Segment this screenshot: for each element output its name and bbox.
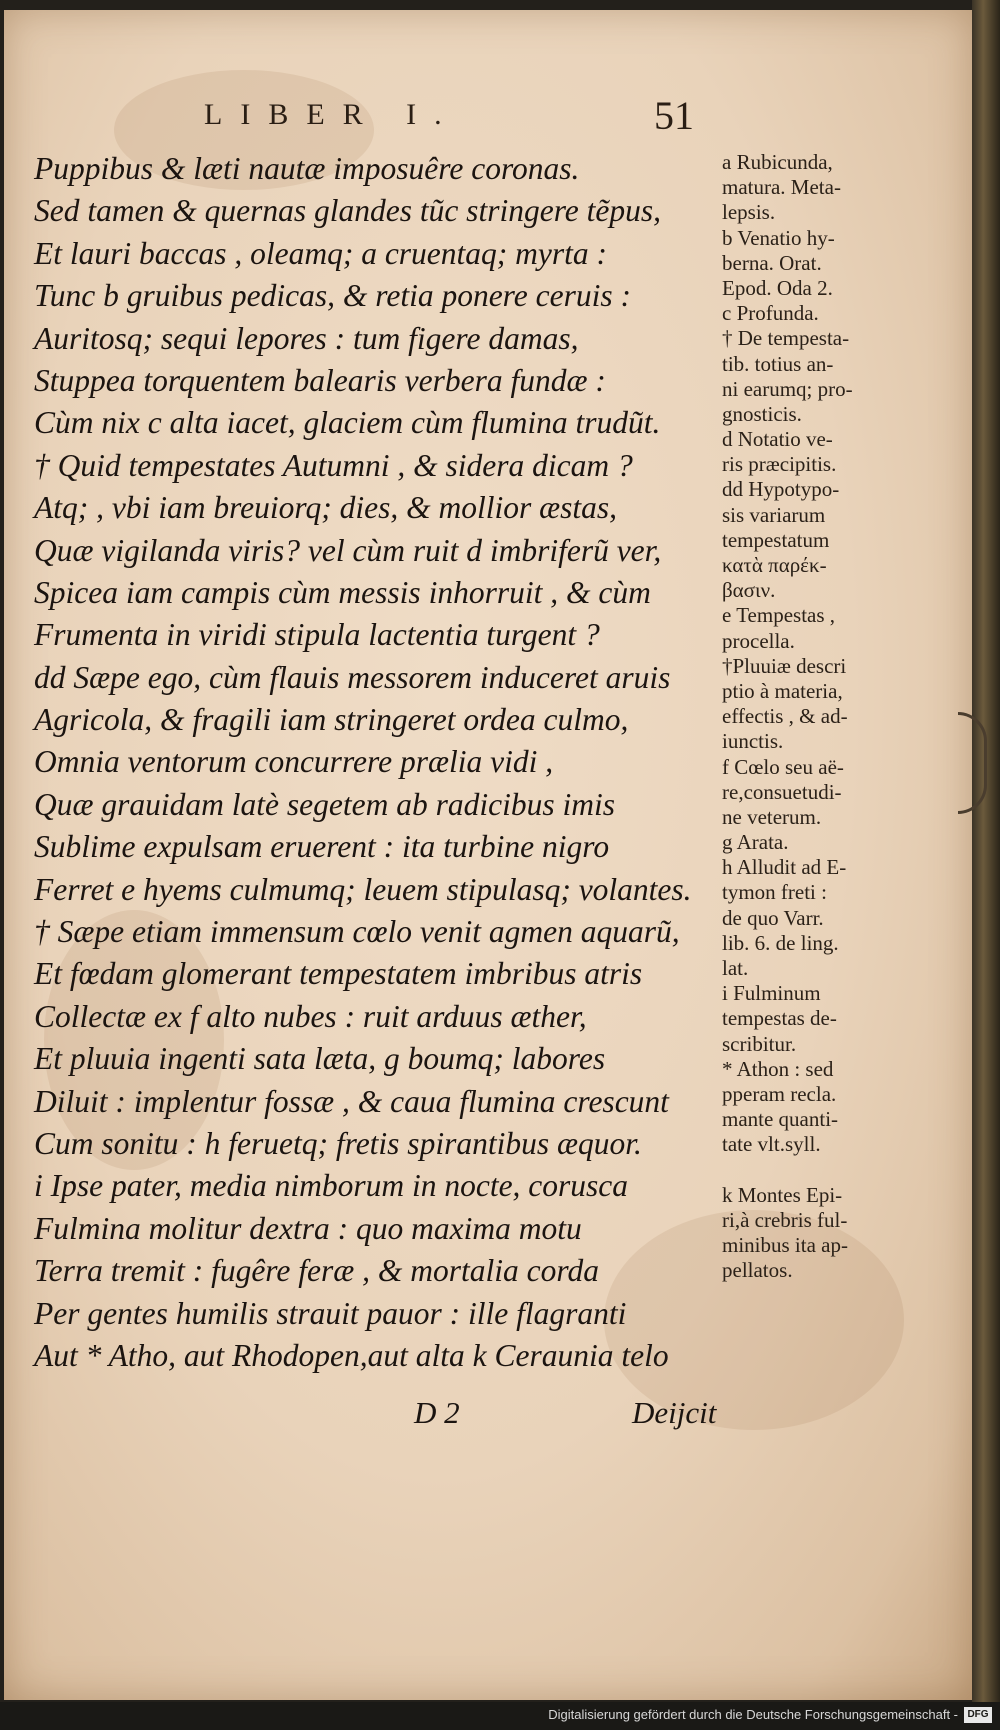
margin-note-line: tempestatum [722, 527, 830, 552]
margin-note-line: b Venatio hy- [722, 225, 835, 250]
margin-note-line: i Fulminum [722, 981, 821, 1006]
margin-note-line: tymon freti : [722, 880, 827, 905]
margin-note-line: k Montes Epi- [722, 1182, 843, 1207]
verse-line: Spicea iam campis cùm messis inhorruit , & cùm [34, 574, 651, 610]
verse-line: † Quid tempestates Autumni , & sidera dicam ? [34, 447, 633, 483]
verse-line: Atq; , vbi iam breuiorq; dies, & mollior æstas, [34, 490, 618, 526]
verse-line: Fulmina molitur dextra : quo maxima motu [34, 1210, 582, 1246]
margin-note-line: gnosticis. [722, 401, 802, 426]
page-number: 51 [654, 93, 694, 138]
verse-line: Cùm nix c alta iacet, glaciem cùm flumina trudũt. [34, 405, 661, 441]
margin-note-line: ni earumq; pro- [722, 376, 853, 401]
margin-note-line: dd Hypotypo- [722, 477, 840, 502]
margin-note-line: lat. [722, 956, 749, 980]
verse-line: Aut * Atho, aut Rhodopen,aut alta k Ceraunia telo [34, 1337, 669, 1373]
margin-note-line: effectis , & ad- [722, 704, 848, 729]
verse-line: Quæ grauidam latè segetem ab radicibus imis [34, 786, 615, 822]
verse-line: Frumenta in viridi stipula lactentia turgent ? [34, 617, 600, 653]
verse-line: Cum sonitu : h feruetq; fretis spirantibus æquor. [34, 1125, 642, 1161]
margin-note-line: pellatos. [722, 1258, 793, 1283]
margin-note-line: κατὰ παρέκ- [722, 553, 827, 577]
margin-note-line: f Cœlo seu aë- [722, 754, 844, 779]
verse-line: Auritosq; sequi lepores : tum figere damas, [34, 320, 579, 356]
margin-note-line: Epod. Oda 2. [722, 275, 833, 300]
margin-note-line: a Rubicunda, [722, 150, 833, 174]
verse-line: Agricola, & fragili iam stringeret ordea culmo, [34, 702, 629, 738]
margin-note-line: mante quanti- [722, 1107, 839, 1132]
running-head: LIBER I. [204, 98, 460, 131]
margin-note-line: procella. [722, 628, 795, 653]
signature-mark: D 2 [414, 1395, 460, 1430]
book-edge [972, 0, 1000, 1730]
margin-note-line: h Alludit ad E- [722, 855, 847, 880]
margin-note-line: g Arata. [722, 830, 789, 855]
margin-note-line: c Profunda. [722, 301, 819, 326]
verse-line: Et fœdam glomerant tempestatem imbribus atris [34, 956, 643, 992]
margin-note-line: pperam recla. [722, 1081, 837, 1106]
credit-text: Digitalisierung gefördert durch die Deutsche Forschungsgemeinschaft - [548, 1707, 958, 1722]
margin-notes [722, 150, 922, 1283]
verse-line: Collectæ ex f alto nubes : ruit arduus æther, [34, 998, 587, 1034]
margin-note-line: lib. 6. de ling. [722, 930, 839, 955]
page-header [204, 93, 724, 138]
verse-line: Puppibus & læti nautæ imposuêre coronas. [34, 151, 580, 186]
verse-line: Diluit : implentur fossæ , & caua flumina crescunt [34, 1083, 669, 1119]
verse-line: Quæ vigilanda viris? vel cùm ruit d imbriferũ ver, [34, 532, 662, 568]
dfg-logo: DFG [964, 1707, 992, 1723]
margin-note-line: iunctis. [722, 729, 784, 754]
verse-line: Sed tamen & quernas glandes tũc stringere tẽpus, [34, 193, 662, 229]
verse-line: i Ipse pater, media nimborum in nocte, corusca [34, 1168, 629, 1204]
margin-note-line: re,consuetudi- [722, 779, 842, 804]
margin-note-line: †Pluuiæ descri [722, 653, 847, 678]
verse-line: Terra tremit : fugêre feræ , & mortalia corda [34, 1253, 599, 1289]
margin-note-line: tempestas de- [722, 1006, 837, 1031]
margin-note-line: scribitur. [722, 1031, 797, 1056]
margin-note-line: minibus ita ap- [722, 1233, 848, 1258]
margin-note-line [722, 1158, 922, 1183]
catchword: Deijcit [632, 1395, 717, 1430]
margin-note-line: e Tempestas , [722, 603, 836, 628]
verse-line: Sublime expulsam eruerent : ita turbine nigro [34, 829, 610, 865]
margin-note-line: tate vlt.syll. [722, 1132, 821, 1157]
margin-note-line: tib. totius an- [722, 351, 834, 376]
margin-note-line: ptio à materia, [722, 678, 843, 703]
margin-note-line: matura. Meta- [722, 175, 841, 200]
verse-line: † Sæpe etiam immensum cœlo venit agmen aquarũ, [34, 914, 680, 950]
verse-line: Tunc b gruibus pedicas, & retia ponere ceruis : [34, 278, 631, 314]
margin-note-line: d Notatio ve- [722, 427, 833, 452]
margin-note-line: ne veterum. [722, 804, 822, 829]
page-clip [958, 712, 987, 814]
margin-note-line: † De tempesta- [722, 326, 850, 351]
margin-note-line: ris præcipitis. [722, 452, 837, 477]
margin-note-line: ri,à crebris ful- [722, 1207, 848, 1232]
margin-note-line: berna. Orat. [722, 250, 822, 275]
margin-note-line: * Athon : sed [722, 1056, 834, 1081]
verse-column [34, 148, 724, 1377]
verse-line: Omnia ventorum concurrere prælia vidi , [34, 744, 554, 780]
credit-bar [0, 1702, 1000, 1730]
margin-note-line: de quo Varr. [722, 905, 824, 930]
verse-line: Stuppea torquentem balearis verbera fundæ : [34, 362, 606, 398]
verse-line: Et lauri baccas , oleamq; a cruentaq; myrta : [34, 235, 608, 271]
verse-line: Ferret e hyems culmumq; leuem stipulasq; volantes. [34, 871, 692, 907]
verse-line: Per gentes humilis strauit pauor : ille flagranti [34, 1295, 627, 1331]
margin-note-line: lepsis. [722, 200, 776, 225]
verse-line: dd Sæpe ego, cùm flauis messorem induceret aruis [34, 659, 671, 695]
margin-note-line: βασιν. [722, 578, 776, 603]
verse-line: Et pluuia ingenti sata læta, g boumq; labores [34, 1041, 606, 1077]
book-page [4, 10, 972, 1700]
margin-note-line: sis variarum [722, 502, 826, 527]
